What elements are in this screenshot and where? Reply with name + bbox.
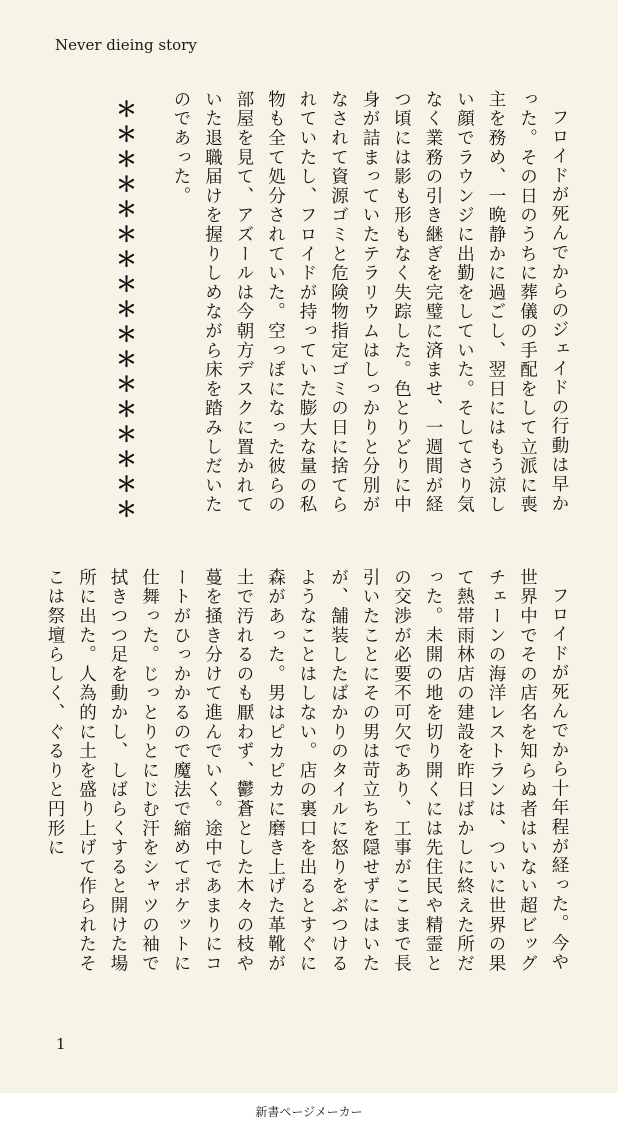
app-footer: 新書ページメーカー [0, 1093, 618, 1132]
scene-separator: ＊＊＊＊＊＊＊＊＊＊＊＊＊＊＊＊＊ [113, 98, 138, 523]
text-block-lower [39, 568, 575, 988]
text-block-upper [109, 90, 574, 530]
page-number: 1 [56, 1035, 66, 1053]
paragraph-1: フロイドが死んでからのジェイドの行動は早かった。その日のうちに葬儀の手配をして立派に喪主を務め、一晩静かに過ごし、翌日にはもう涼しい顔でラウンジに出勤をしていた。そしてさり気なく業務の引き継ぎを完璧に済ませ、一週間が経つ頃には影も形もなく失踪した。色とりどりに中身が詰まっていたテラリウムはしっかりと分別がなされて資源ゴミと危険物指定ゴミの日に捨てられていたし、フロイドが持っていた膨大な量の私物も全て処分されていた。空っぽになった彼らの部屋を見て、アズールは今朝方デスクに置かれていた退職届けを握りしめながら床を踏みしだいたのであった。 [171, 90, 569, 515]
paragraph-2: フロイドが死んでから十年程が経った。今や世界中でその店名を知らぬ者はいない超ビッグチェーンの海洋レストランは、ついに世界の果て熱帯雨林店の建設を昨日ばかしに終えた所だった。未開の地を切り開くには先住民や精霊との交渉が必要不可欠であり、工事がここまで長引いたことにその男は苛立ちを隠せずにはいたが、舗装したばかりのタイルに怒りをぶつけるようなことはしない。店の裏口を出るとすぐに森があった。男はピカピカに磨き上げた革靴が土で汚れるのも厭わず、鬱蒼とした木々の枝や蔓を掻き分けて進んでいく。途中であまりにコートがひっかかるので魔法で縮めてポケットに仕舞った。じっとりとにじむ汗をシャツの袖で拭きつつ足を動かし、しばらくすると開けた場所に出た。人為的に土を盛り上げて作られたそこは祭壇らしく、ぐるりと円形に [45, 568, 569, 974]
running-header: Never dieing story [55, 36, 197, 54]
